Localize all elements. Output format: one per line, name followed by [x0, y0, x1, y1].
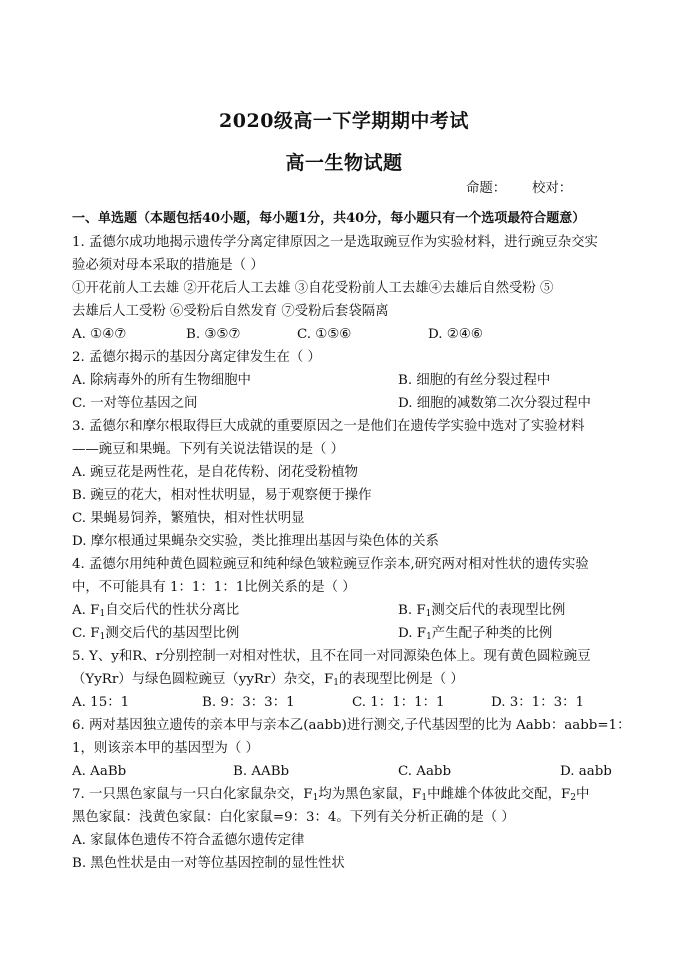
q6-stem-line1: 6. 两对基因独立遗传的亲本甲与亲本乙(aabb)进行测交,子代基因型的比为 Aabb：aabb=1： — [72, 718, 631, 733]
q7-option-b: B. 黑色性状是由一对等位基因控制的显性性状 — [72, 856, 345, 871]
q2-option-d: D. 细胞的减数第二次分裂过程中 — [398, 396, 591, 411]
q3-option-a: A. 豌豆花是两性花，是自花传粉、闭花受粉植物 — [72, 465, 358, 480]
q2-stem: 2. 孟德尔揭示的基因分离定律发生在（ ） — [72, 350, 321, 365]
q6-option-d: D. aabb — [560, 764, 612, 779]
q5-option-b: B. 9：3：3：1 — [202, 695, 295, 710]
q1-option-d: D. ②④⑥ — [428, 327, 483, 342]
q2-option-a: A. 除病毒外的所有生物细胞中 — [72, 373, 251, 388]
q5-option-a: A. 15：1 — [72, 695, 130, 710]
q1-items-line1: ①开花前人工去雄 ②开花后人工去雄 ③自花受粉前人工去雄④去雄后自然受粉 ⑤ — [72, 281, 554, 296]
q1-items-line2: 去雄后人工受粉 ⑥受粉后自然发育 ⑦受粉后套袋隔离 — [72, 304, 389, 319]
q6-option-c: C. Aabb — [398, 764, 452, 779]
q3-option-c: C. 果蝇易饲养，繁殖快，相对性状明显 — [72, 511, 305, 526]
q4-option-b: B. $F_1$测交后代的表现型比例 — [398, 603, 566, 619]
q1-stem-line2: 验必须对母本采取的措施是（ ） — [72, 258, 264, 273]
q3-stem-line2: ——豌豆和果蝇。下列有关说法错误的是（ ） — [72, 442, 345, 457]
q7-stem-line1: 7. 一只黑色家鼠与一只白化家鼠杂交，$F_1$均为黑色家鼠，$F_1$中雌雄个体彼此交配，$F_2$中 — [72, 787, 590, 803]
setter-label: 命题： — [466, 181, 507, 196]
q5-option-c: C. 1：1：1：1 — [352, 695, 445, 710]
q4-option-c: C. $F_1$测交后代的基因型比例 — [72, 626, 240, 642]
q1-stem-line1: 1. 孟德尔成功地揭示遗传学分离定律原因之一是选取豌豆作为实验材料，进行豌豆杂交实 — [72, 235, 598, 250]
q5-stem-line1: 5. Y、y和R、r分别控制一对相对性状，且不在同一对同源染色体上。现有黄色圆粒豌豆 — [72, 649, 591, 664]
q6-option-a: A. AaBb — [72, 764, 127, 779]
q1-option-b: B. ③⑤⑦ — [186, 327, 241, 342]
q2-option-c: C. 一对等位基因之间 — [72, 396, 198, 411]
q3-stem-line1: 3. 孟德尔和摩尔根取得巨大成就的重要原因之一是他们在遗传学实验中选对了实验材料 — [72, 419, 585, 434]
q4-option-a: A. $F_1$自交后代的性状分离比 — [72, 603, 240, 619]
q4-stem-line1: 4. 孟德尔用纯种黄色圆粒豌豆和纯种绿色皱粒豌豆作亲本,研究两对相对性状的遗传实验 — [72, 557, 589, 572]
q1-option-c: C. ①⑤⑥ — [297, 327, 352, 342]
q6-stem-line2: 1，则该亲本甲的基因型为（ ） — [72, 741, 259, 756]
q3-option-d: D. 摩尔根通过果蝇杂交实验，类比推理出基因与染色体的关系 — [72, 534, 439, 549]
q3-option-b: B. 豌豆的花大，相对性状明显，易于观察便于操作 — [72, 488, 372, 503]
q5-stem-line2: （YyRr）与绿色圆粒豌豆（yyRr）杂交，$F_1$的表现型比例是（ ） — [72, 672, 464, 688]
q4-option-d: D. $F_1$产生配子种类的比例 — [398, 626, 553, 642]
q7-stem-line2: 黑色家鼠：浅黄色家鼠：白化家鼠=9：3：4。下列有关分析正确的是（ ） — [72, 810, 515, 825]
checker-label: 校对： — [532, 181, 573, 196]
q2-option-b: B. 细胞的有丝分裂过程中 — [398, 373, 551, 388]
q5-option-d: D. 3：1：3：1 — [491, 695, 585, 710]
q4-stem-line2: 中，不可能具有 1：1：1：1比例关系的是（ ） — [72, 580, 356, 595]
q7-option-a: A. 家鼠体色遗传不符合孟德尔遗传定律 — [72, 833, 305, 848]
exam-title: 2020级高一下学期期中考试 — [219, 110, 469, 132]
q1-option-a: A. ①④⑦ — [72, 327, 127, 342]
q6-option-b: B. AABb — [233, 764, 290, 779]
section-heading: 一、单选题（本题包括40小题，每小题1分，共40分，每小题只有一个选项最符合题意） — [72, 211, 586, 226]
exam-subtitle: 高一生物试题 — [285, 152, 403, 174]
